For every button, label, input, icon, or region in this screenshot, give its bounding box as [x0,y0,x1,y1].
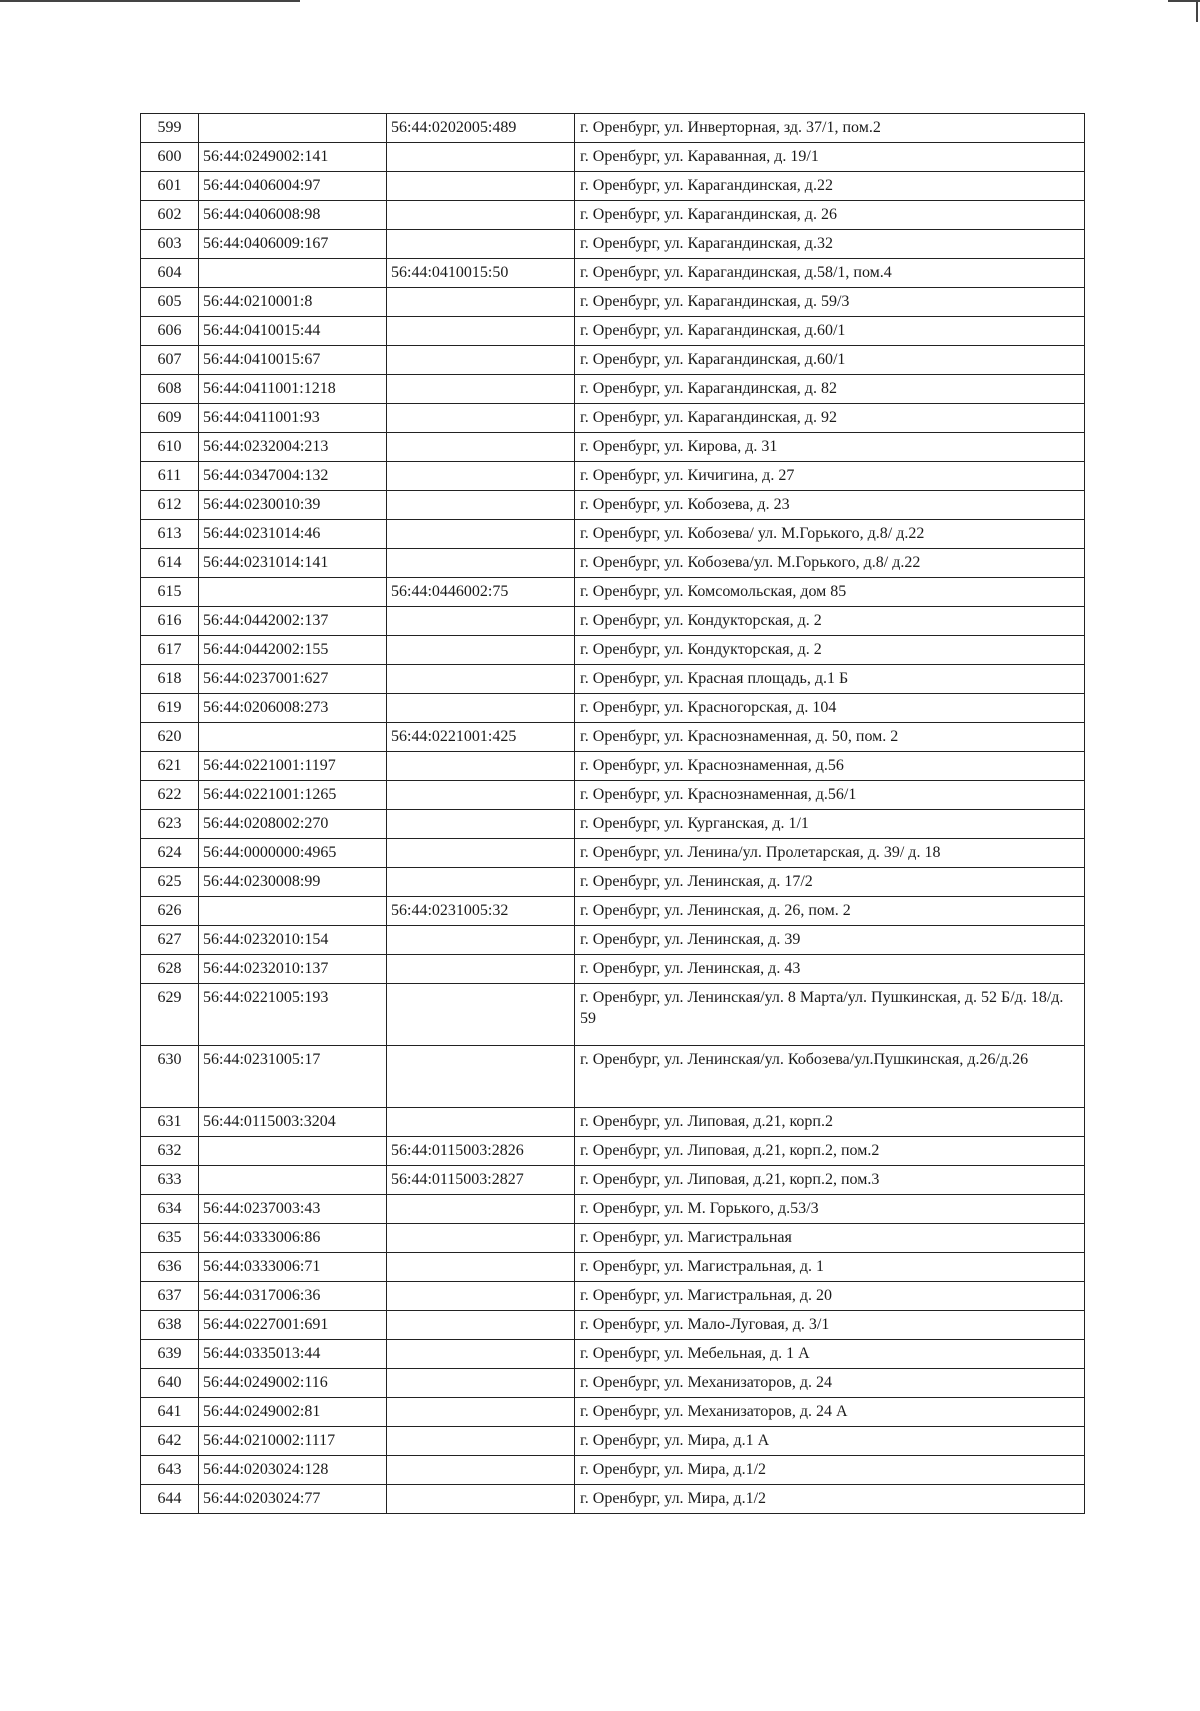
row-number-cell: 599 [141,114,199,143]
row-number-cell: 627 [141,926,199,955]
land-cadastral-number-cell: 56:44:0232010:137 [199,955,387,984]
row-number-cell: 611 [141,462,199,491]
building-cadastral-number-cell [387,1397,575,1426]
table-row [141,375,1085,404]
row-number-cell: 602 [141,201,199,230]
land-cadastral-number-cell [199,1136,387,1165]
land-cadastral-number-cell [199,114,387,143]
table-row [141,491,1085,520]
table-row [141,839,1085,868]
table-row [141,259,1085,288]
table-row [141,926,1085,955]
building-cadastral-number-cell [387,984,575,1046]
address-cell: г. Оренбург, ул. Карагандинская, д. 92 [575,404,1085,433]
building-cadastral-number-cell [387,1281,575,1310]
table-row [141,404,1085,433]
table-row [141,607,1085,636]
row-number-cell: 637 [141,1281,199,1310]
table-row [141,143,1085,172]
land-cadastral-number-cell: 56:44:0221001:1265 [199,781,387,810]
scan-edge-mark [1196,0,1198,22]
table-row [141,723,1085,752]
building-cadastral-number-cell [387,230,575,259]
row-number-cell: 634 [141,1194,199,1223]
address-cell: г. Оренбург, ул. Ленинская/ул. 8 Марта/ул. Пушкинская, д. 52 Б/д. 18/д. 59 [575,984,1085,1046]
building-cadastral-number-cell [387,1107,575,1136]
address-cell: г. Оренбург, ул. Курганская, д. 1/1 [575,810,1085,839]
land-cadastral-number-cell: 56:44:0317006:36 [199,1281,387,1310]
row-number-cell: 621 [141,752,199,781]
land-cadastral-number-cell: 56:44:0210001:8 [199,288,387,317]
table-row [141,1368,1085,1397]
row-number-cell: 604 [141,259,199,288]
address-cell: г. Оренбург, ул. Карагандинская, д.32 [575,230,1085,259]
table-row [141,1484,1085,1513]
address-cell: г. Оренбург, ул. Кичигина, д. 27 [575,462,1085,491]
table-body [141,114,1085,1514]
scan-edge-mark [0,0,300,2]
building-cadastral-number-cell [387,491,575,520]
address-cell: г. Оренбург, ул. Мира, д.1/2 [575,1455,1085,1484]
address-cell: г. Оренбург, ул. М. Горького, д.53/3 [575,1194,1085,1223]
building-cadastral-number-cell [387,1339,575,1368]
row-number-cell: 633 [141,1165,199,1194]
table-row [141,1165,1085,1194]
table-row [141,172,1085,201]
address-cell: г. Оренбург, ул. Мебельная, д. 1 А [575,1339,1085,1368]
address-cell: г. Оренбург, ул. Ленина/ул. Пролетарская, д. 39/ д. 18 [575,839,1085,868]
row-number-cell: 614 [141,549,199,578]
row-number-cell: 605 [141,288,199,317]
address-cell: г. Оренбург, ул. Карагандинская, д.22 [575,172,1085,201]
table-row [141,1455,1085,1484]
table-row [141,1045,1085,1107]
address-cell: г. Оренбург, ул. Кобозева, д. 23 [575,491,1085,520]
building-cadastral-number-cell [387,1194,575,1223]
building-cadastral-number-cell [387,926,575,955]
address-cell: г. Оренбург, ул. Комсомольская, дом 85 [575,578,1085,607]
land-cadastral-number-cell: 56:44:0231005:17 [199,1045,387,1107]
building-cadastral-number-cell [387,143,575,172]
row-number-cell: 624 [141,839,199,868]
building-cadastral-number-cell: 56:44:0410015:50 [387,259,575,288]
table-row [141,752,1085,781]
land-cadastral-number-cell: 56:44:0230008:99 [199,868,387,897]
table-row [141,433,1085,462]
building-cadastral-number-cell: 56:44:0446002:75 [387,578,575,607]
table-row [141,1310,1085,1339]
building-cadastral-number-cell [387,404,575,433]
table-row [141,1252,1085,1281]
address-cell: г. Оренбург, ул. Магистральная, д. 1 [575,1252,1085,1281]
address-cell: г. Оренбург, ул. Карагандинская, д.60/1 [575,317,1085,346]
building-cadastral-number-cell [387,636,575,665]
land-cadastral-number-cell: 56:44:0000000:4965 [199,839,387,868]
address-cell: г. Оренбург, ул. Карагандинская, д. 26 [575,201,1085,230]
address-cell: г. Оренбург, ул. Краснознаменная, д.56/1 [575,781,1085,810]
building-cadastral-number-cell [387,955,575,984]
building-cadastral-number-cell [387,288,575,317]
table-row [141,1426,1085,1455]
building-cadastral-number-cell [387,607,575,636]
building-cadastral-number-cell: 56:44:0115003:2827 [387,1165,575,1194]
address-cell: г. Оренбург, ул. Карагандинская, д. 82 [575,375,1085,404]
land-cadastral-number-cell: 56:44:0231014:141 [199,549,387,578]
address-cell: г. Оренбург, ул. Магистральная [575,1223,1085,1252]
land-cadastral-number-cell: 56:44:0237003:43 [199,1194,387,1223]
address-cell: г. Оренбург, ул. Краснознаменная, д. 50, пом. 2 [575,723,1085,752]
building-cadastral-number-cell [387,172,575,201]
address-cell: г. Оренбург, ул. Кобозева/ ул. М.Горького, д.8/ д.22 [575,520,1085,549]
address-cell: г. Оренбург, ул. Кондукторская, д. 2 [575,607,1085,636]
row-number-cell: 603 [141,230,199,259]
address-cell: г. Оренбург, ул. Красногорская, д. 104 [575,694,1085,723]
building-cadastral-number-cell [387,346,575,375]
row-number-cell: 600 [141,143,199,172]
building-cadastral-number-cell [387,375,575,404]
building-cadastral-number-cell [387,694,575,723]
building-cadastral-number-cell [387,317,575,346]
row-number-cell: 628 [141,955,199,984]
row-number-cell: 601 [141,172,199,201]
address-cell: г. Оренбург, ул. Липовая, д.21, корп.2 [575,1107,1085,1136]
address-cell: г. Оренбург, ул. Карагандинская, д.60/1 [575,346,1085,375]
building-cadastral-number-cell [387,752,575,781]
row-number-cell: 626 [141,897,199,926]
land-cadastral-number-cell [199,723,387,752]
row-number-cell: 644 [141,1484,199,1513]
land-cadastral-number-cell: 56:44:0335013:44 [199,1339,387,1368]
row-number-cell: 639 [141,1339,199,1368]
table-row [141,1281,1085,1310]
row-number-cell: 619 [141,694,199,723]
address-cell: г. Оренбург, ул. Красная площадь, д.1 Б [575,665,1085,694]
building-cadastral-number-cell [387,549,575,578]
row-number-cell: 607 [141,346,199,375]
table-row [141,1339,1085,1368]
building-cadastral-number-cell [387,462,575,491]
land-cadastral-number-cell [199,578,387,607]
row-number-cell: 609 [141,404,199,433]
row-number-cell: 620 [141,723,199,752]
row-number-cell: 610 [141,433,199,462]
land-cadastral-number-cell: 56:44:0230010:39 [199,491,387,520]
address-cell: г. Оренбург, ул. Мира, д.1 А [575,1426,1085,1455]
land-cadastral-number-cell: 56:44:0115003:3204 [199,1107,387,1136]
table-row [141,549,1085,578]
building-cadastral-number-cell [387,1310,575,1339]
table-row [141,694,1085,723]
property-registry-table [140,113,1085,1514]
address-cell: г. Оренбург, ул. Караванная, д. 19/1 [575,143,1085,172]
address-cell: г. Оренбург, ул. Ленинская, д. 17/2 [575,868,1085,897]
address-cell: г. Оренбург, ул. Ленинская, д. 43 [575,955,1085,984]
table-row [141,462,1085,491]
building-cadastral-number-cell [387,665,575,694]
land-cadastral-number-cell: 56:44:0442002:137 [199,607,387,636]
table-row [141,346,1085,375]
row-number-cell: 618 [141,665,199,694]
land-cadastral-number-cell: 56:44:0221005:193 [199,984,387,1046]
land-cadastral-number-cell [199,259,387,288]
land-cadastral-number-cell: 56:44:0442002:155 [199,636,387,665]
address-cell: г. Оренбург, ул. Ленинская, д. 26, пом. 2 [575,897,1085,926]
table-row [141,230,1085,259]
row-number-cell: 641 [141,1397,199,1426]
building-cadastral-number-cell [387,1252,575,1281]
land-cadastral-number-cell: 56:44:0232004:213 [199,433,387,462]
land-cadastral-number-cell: 56:44:0210002:1117 [199,1426,387,1455]
land-cadastral-number-cell: 56:44:0410015:67 [199,346,387,375]
table-row [141,897,1085,926]
row-number-cell: 643 [141,1455,199,1484]
address-cell: г. Оренбург, ул. Механизаторов, д. 24 А [575,1397,1085,1426]
land-cadastral-number-cell: 56:44:0206008:273 [199,694,387,723]
row-number-cell: 613 [141,520,199,549]
table-row [141,201,1085,230]
address-cell: г. Оренбург, ул. Краснознаменная, д.56 [575,752,1085,781]
building-cadastral-number-cell [387,1455,575,1484]
building-cadastral-number-cell [387,810,575,839]
table-row [141,288,1085,317]
table-row [141,1136,1085,1165]
row-number-cell: 630 [141,1045,199,1107]
address-cell: г. Оренбург, ул. Мало-Луговая, д. 3/1 [575,1310,1085,1339]
row-number-cell: 640 [141,1368,199,1397]
table-row [141,1194,1085,1223]
row-number-cell: 615 [141,578,199,607]
table-row [141,868,1085,897]
table-row [141,955,1085,984]
address-cell: г. Оренбург, ул. Карагандинская, д.58/1, пом.4 [575,259,1085,288]
row-number-cell: 625 [141,868,199,897]
building-cadastral-number-cell [387,1484,575,1513]
row-number-cell: 636 [141,1252,199,1281]
table-row [141,810,1085,839]
land-cadastral-number-cell [199,1165,387,1194]
land-cadastral-number-cell: 56:44:0203024:128 [199,1455,387,1484]
land-cadastral-number-cell: 56:44:0249002:116 [199,1368,387,1397]
table-row [141,317,1085,346]
building-cadastral-number-cell [387,433,575,462]
address-cell: г. Оренбург, ул. Ленинская/ул. Кобозева/ул.Пушкинская, д.26/д.26 [575,1045,1085,1107]
address-cell: г. Оренбург, ул. Кобозева/ул. М.Горького, д.8/ д.22 [575,549,1085,578]
address-cell: г. Оренбург, ул. Механизаторов, д. 24 [575,1368,1085,1397]
address-cell: г. Оренбург, ул. Липовая, д.21, корп.2, пом.2 [575,1136,1085,1165]
land-cadastral-number-cell: 56:44:0231014:46 [199,520,387,549]
building-cadastral-number-cell [387,1426,575,1455]
land-cadastral-number-cell: 56:44:0232010:154 [199,926,387,955]
row-number-cell: 635 [141,1223,199,1252]
land-cadastral-number-cell: 56:44:0249002:141 [199,143,387,172]
land-cadastral-number-cell: 56:44:0411001:1218 [199,375,387,404]
building-cadastral-number-cell: 56:44:0231005:32 [387,897,575,926]
table-row [141,984,1085,1046]
building-cadastral-number-cell [387,1368,575,1397]
table-row [141,665,1085,694]
land-cadastral-number-cell: 56:44:0221001:1197 [199,752,387,781]
address-cell: г. Оренбург, ул. Инверторная, зд. 37/1, пом.2 [575,114,1085,143]
address-cell: г. Оренбург, ул. Кирова, д. 31 [575,433,1085,462]
building-cadastral-number-cell [387,520,575,549]
row-number-cell: 642 [141,1426,199,1455]
table-row [141,1107,1085,1136]
address-cell: г. Оренбург, ул. Ленинская, д. 39 [575,926,1085,955]
land-cadastral-number-cell: 56:44:0333006:71 [199,1252,387,1281]
land-cadastral-number-cell: 56:44:0227001:691 [199,1310,387,1339]
row-number-cell: 622 [141,781,199,810]
building-cadastral-number-cell [387,1045,575,1107]
row-number-cell: 629 [141,984,199,1046]
row-number-cell: 638 [141,1310,199,1339]
building-cadastral-number-cell [387,201,575,230]
address-cell: г. Оренбург, ул. Магистральная, д. 20 [575,1281,1085,1310]
land-cadastral-number-cell: 56:44:0208002:270 [199,810,387,839]
table-row [141,1397,1085,1426]
address-cell: г. Оренбург, ул. Карагандинская, д. 59/3 [575,288,1085,317]
land-cadastral-number-cell: 56:44:0347004:132 [199,462,387,491]
address-cell: г. Оренбург, ул. Кондукторская, д. 2 [575,636,1085,665]
building-cadastral-number-cell [387,839,575,868]
row-number-cell: 608 [141,375,199,404]
land-cadastral-number-cell: 56:44:0237001:627 [199,665,387,694]
table-row [141,781,1085,810]
row-number-cell: 631 [141,1107,199,1136]
building-cadastral-number-cell: 56:44:0202005:489 [387,114,575,143]
land-cadastral-number-cell: 56:44:0333006:86 [199,1223,387,1252]
table-row [141,520,1085,549]
building-cadastral-number-cell [387,781,575,810]
land-cadastral-number-cell: 56:44:0406008:98 [199,201,387,230]
building-cadastral-number-cell [387,868,575,897]
land-cadastral-number-cell: 56:44:0411001:93 [199,404,387,433]
row-number-cell: 606 [141,317,199,346]
land-cadastral-number-cell: 56:44:0410015:44 [199,317,387,346]
row-number-cell: 616 [141,607,199,636]
land-cadastral-number-cell: 56:44:0203024:77 [199,1484,387,1513]
row-number-cell: 632 [141,1136,199,1165]
land-cadastral-number-cell [199,897,387,926]
row-number-cell: 623 [141,810,199,839]
table-row [141,636,1085,665]
address-cell: г. Оренбург, ул. Мира, д.1/2 [575,1484,1085,1513]
building-cadastral-number-cell [387,1223,575,1252]
land-cadastral-number-cell: 56:44:0406009:167 [199,230,387,259]
land-cadastral-number-cell: 56:44:0406004:97 [199,172,387,201]
building-cadastral-number-cell: 56:44:0115003:2826 [387,1136,575,1165]
building-cadastral-number-cell: 56:44:0221001:425 [387,723,575,752]
table-row [141,578,1085,607]
row-number-cell: 617 [141,636,199,665]
address-cell: г. Оренбург, ул. Липовая, д.21, корп.2, пом.3 [575,1165,1085,1194]
table-row [141,114,1085,143]
table-row [141,1223,1085,1252]
row-number-cell: 612 [141,491,199,520]
land-cadastral-number-cell: 56:44:0249002:81 [199,1397,387,1426]
